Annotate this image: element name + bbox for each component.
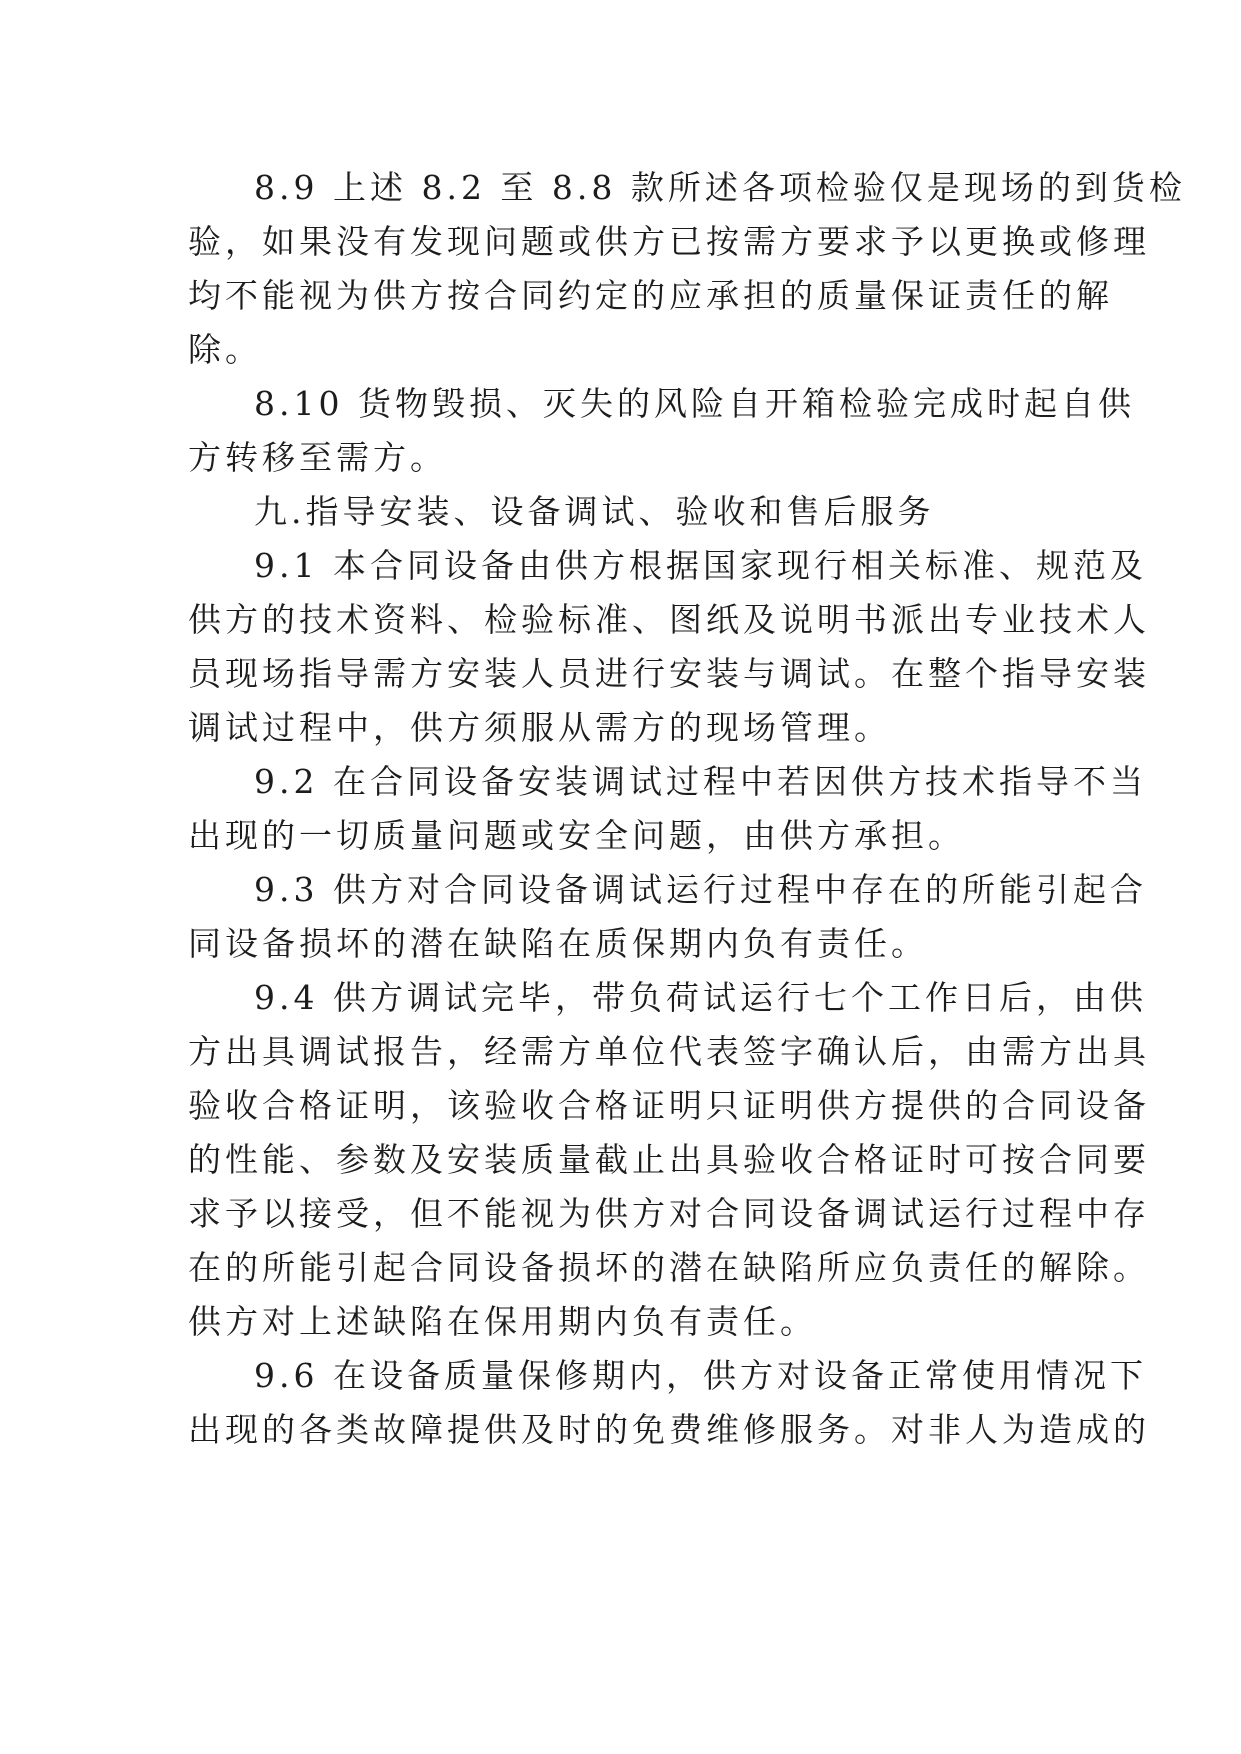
clause-9-4-line-4: 的性能、参数及安装质量截止出具验收合格证时可按合同要 [188,1140,1150,1179]
clause-8-9-line-1: 8.9 上述 8.2 至 8.8 款所述各项检验仅是现场的到货检 [254,168,1186,207]
clause-9-6-line-1: 9.6 在设备质量保修期内，供方对设备正常使用情况下 [254,1356,1147,1395]
clause-9-4-line-3: 验收合格证明，该验收合格证明只证明供方提供的合同设备 [188,1086,1150,1125]
clause-9-1-line-3: 员现场指导需方安装人员进行安装与调试。在整个指导安装 [188,654,1150,693]
clause-9-3-line-2: 同设备损坏的潜在缺陷在质保期内负有责任。 [188,924,928,963]
section-9-heading: 九.指导安装、设备调试、验收和售后服务 [254,492,935,531]
clause-8-9-line-2: 验，如果没有发现问题或供方已按需方要求予以更换或修理 [188,222,1150,261]
clause-8-9-line-3: 均不能视为供方按合同约定的应承担的质量保证责任的解 [188,276,1113,315]
clause-9-3-line-1: 9.3 供方对合同设备调试运行过程中存在的所能引起合 [254,870,1147,909]
clause-9-4-line-6: 在的所能引起合同设备损坏的潜在缺陷所应负责任的解除。 [188,1248,1150,1287]
clause-8-10-line-2: 方转移至需方。 [188,438,447,477]
clause-8-10-line-1: 8.10 货物毁损、灭失的风险自开箱检验完成时起自供 [254,384,1135,423]
clause-9-4-line-7: 供方对上述缺陷在保用期内负有责任。 [188,1302,817,1341]
clause-9-1-line-2: 供方的技术资料、检验标准、图纸及说明书派出专业技术人 [188,600,1150,639]
clause-9-1-line-1: 9.1 本合同设备由供方根据国家现行相关标准、规范及 [254,546,1147,585]
clause-9-4-line-1: 9.4 供方调试完毕，带负荷试运行七个工作日后，由供 [254,978,1147,1017]
clause-9-4-line-5: 求予以接受，但不能视为供方对合同设备调试运行过程中存 [188,1194,1150,1233]
clause-9-1-line-4: 调试过程中，供方须服从需方的现场管理。 [188,708,891,747]
clause-9-2-line-2: 出现的一切质量问题或安全问题，由供方承担。 [188,816,965,855]
clause-9-4-line-2: 方出具调试报告，经需方单位代表签字确认后，由需方出具 [188,1032,1150,1071]
clause-9-2-line-1: 9.2 在合同设备安装调试过程中若因供方技术指导不当 [254,762,1147,801]
clause-8-9-line-4: 除。 [188,330,262,369]
clause-9-6-line-2: 出现的各类故障提供及时的免费维修服务。对非人为造成的 [188,1410,1150,1449]
